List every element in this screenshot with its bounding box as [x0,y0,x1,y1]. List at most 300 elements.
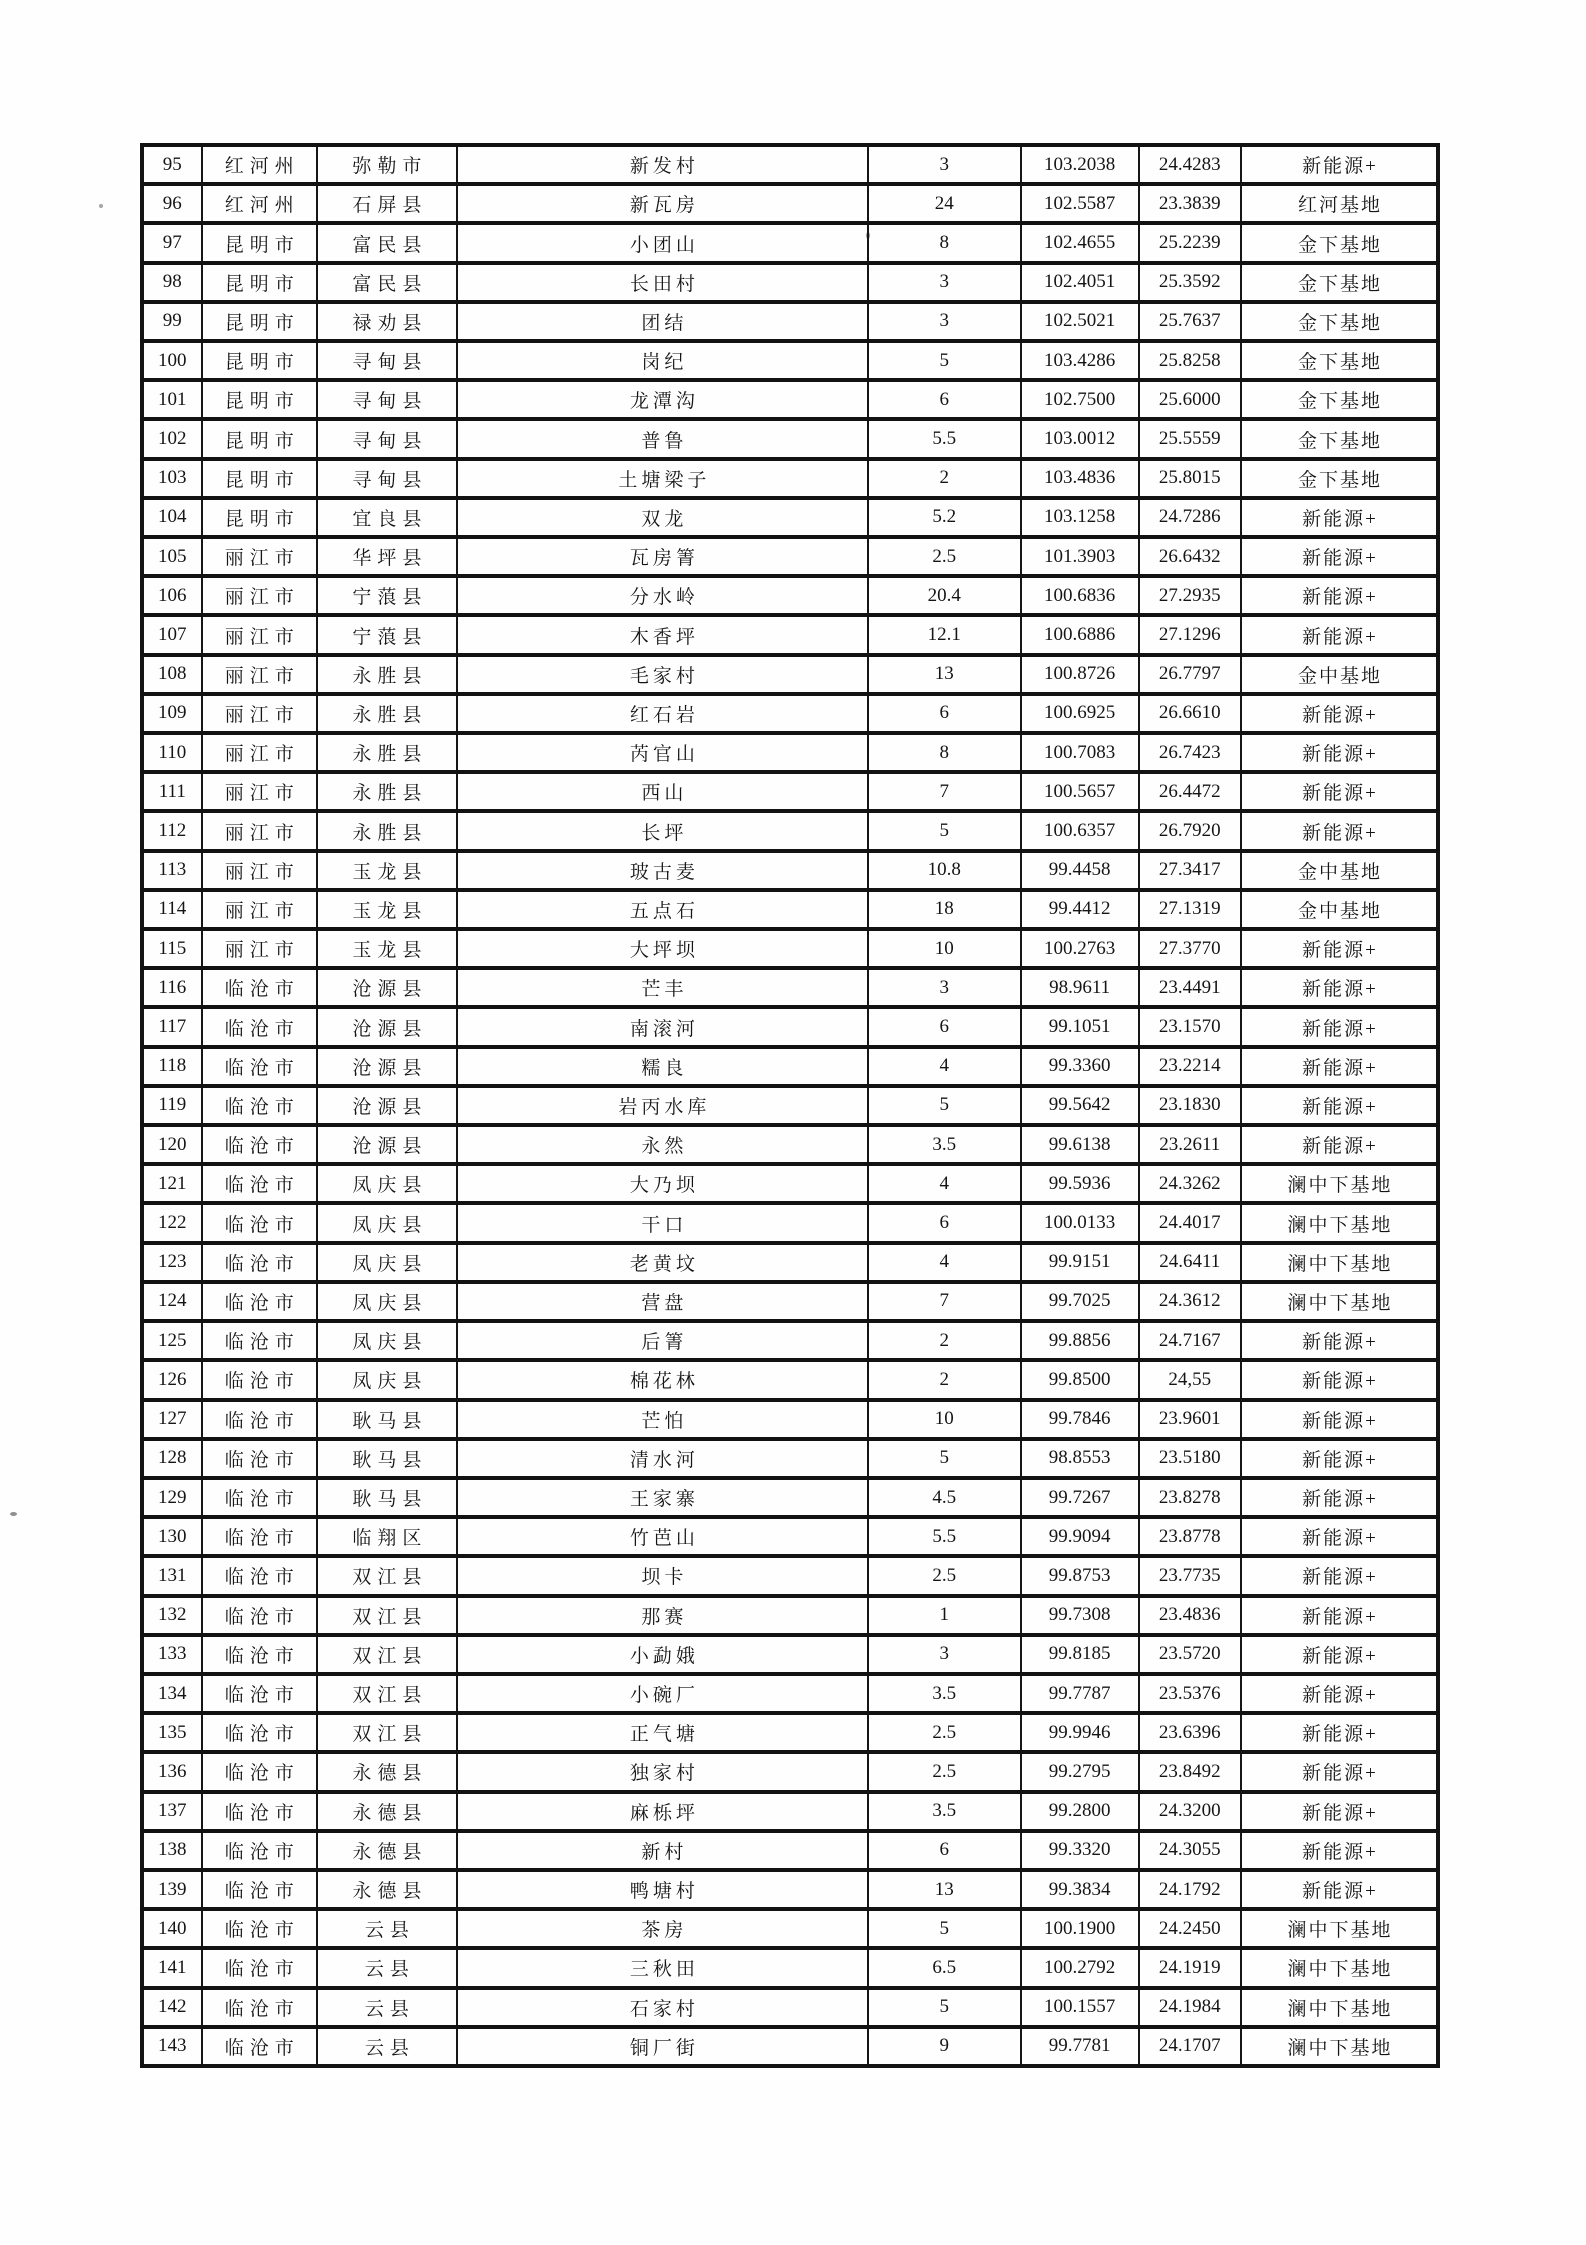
cell-county: 弥勒市 [317,145,457,184]
cell-longitude: 99.7846 [1021,1400,1139,1439]
cell-county: 耿马县 [317,1439,457,1478]
cell-latitude: 23.6396 [1139,1713,1241,1752]
cell-longitude: 99.5936 [1021,1164,1139,1203]
cell-site: 毛家村 [457,655,868,694]
table-row [142,1243,1438,1282]
cell-county: 云县 [317,1988,457,2027]
cell-base: 金中基地 [1241,851,1438,890]
cell-latitude: 26.7920 [1139,811,1241,850]
cell-index: 126 [142,1360,202,1399]
cell-site: 营盘 [457,1282,868,1321]
cell-latitude: 25.6000 [1139,380,1241,419]
cell-county: 凤庆县 [317,1282,457,1321]
cell-value: 10 [868,1400,1021,1439]
table-row [142,1948,1438,1987]
cell-prefecture: 临沧市 [202,1674,317,1713]
cell-base: 新能源+ [1241,1086,1438,1125]
table-row [142,968,1438,1007]
cell-base: 澜中下基地 [1241,2027,1438,2066]
cell-latitude: 23.3839 [1139,184,1241,223]
cell-base: 金下基地 [1241,223,1438,262]
cell-county: 凤庆县 [317,1203,457,1242]
cell-longitude: 102.4051 [1021,263,1139,302]
cell-prefecture: 临沧市 [202,1125,317,1164]
cell-county: 凤庆县 [317,1321,457,1360]
cell-longitude: 99.9094 [1021,1517,1139,1556]
cell-county: 耿马县 [317,1400,457,1439]
cell-latitude: 23.9601 [1139,1400,1241,1439]
table-row [142,1674,1438,1713]
cell-value: 1 [868,1596,1021,1635]
table-row [142,1870,1438,1909]
cell-latitude: 24.3055 [1139,1831,1241,1870]
cell-base: 澜中下基地 [1241,1909,1438,1948]
cell-longitude: 99.4412 [1021,890,1139,929]
cell-county: 玉龙县 [317,851,457,890]
cell-index: 112 [142,811,202,850]
table-row [142,1400,1438,1439]
cell-base: 新能源+ [1241,1517,1438,1556]
cell-latitude: 24,55 [1139,1360,1241,1399]
cell-longitude: 102.5587 [1021,184,1139,223]
cell-site: 龙潭沟 [457,380,868,419]
cell-base: 新能源+ [1241,498,1438,537]
cell-county: 双江县 [317,1596,457,1635]
cell-base: 新能源+ [1241,1870,1438,1909]
cell-longitude: 103.0012 [1021,419,1139,458]
cell-latitude: 27.3417 [1139,851,1241,890]
cell-index: 119 [142,1086,202,1125]
cell-county: 临翔区 [317,1517,457,1556]
cell-site: 小团山 [457,223,868,262]
table-row [142,1517,1438,1556]
cell-site: 三秋田 [457,1948,868,1987]
cell-latitude: 25.7637 [1139,302,1241,341]
cell-value: 10.8 [868,851,1021,890]
cell-county: 寻甸县 [317,380,457,419]
cell-base: 新能源+ [1241,1125,1438,1164]
cell-index: 102 [142,419,202,458]
table-row [142,419,1438,458]
cell-base: 澜中下基地 [1241,1988,1438,2027]
cell-prefecture: 昆明市 [202,380,317,419]
cell-index: 99 [142,302,202,341]
cell-prefecture: 丽江市 [202,851,317,890]
cell-latitude: 23.5720 [1139,1635,1241,1674]
cell-longitude: 99.9946 [1021,1713,1139,1752]
cell-value: 3.5 [868,1792,1021,1831]
cell-county: 云县 [317,1948,457,1987]
cell-county: 云县 [317,2027,457,2066]
table-row [142,1478,1438,1517]
table-row [142,1713,1438,1752]
table-row [142,811,1438,850]
cell-longitude: 99.7787 [1021,1674,1139,1713]
cell-index: 127 [142,1400,202,1439]
cell-base: 澜中下基地 [1241,1164,1438,1203]
cell-latitude: 25.2239 [1139,223,1241,262]
cell-longitude: 99.7308 [1021,1596,1139,1635]
cell-latitude: 24.1984 [1139,1988,1241,2027]
cell-index: 111 [142,772,202,811]
cell-site: 麻栎坪 [457,1792,868,1831]
cell-prefecture: 临沧市 [202,1556,317,1595]
cell-county: 沧源县 [317,1047,457,1086]
cell-county: 永德县 [317,1831,457,1870]
cell-base: 新能源+ [1241,1596,1438,1635]
cell-county: 玉龙县 [317,929,457,968]
cell-index: 101 [142,380,202,419]
cell-index: 109 [142,694,202,733]
cell-longitude: 100.1900 [1021,1909,1139,1948]
cell-value: 3 [868,263,1021,302]
cell-site: 大乃坝 [457,1164,868,1203]
cell-longitude: 101.3903 [1021,537,1139,576]
table-row [142,1792,1438,1831]
cell-index: 137 [142,1792,202,1831]
cell-base: 新能源+ [1241,1321,1438,1360]
cell-value: 5 [868,1909,1021,1948]
cell-value: 2.5 [868,1556,1021,1595]
cell-site: 棉花林 [457,1360,868,1399]
cell-base: 金下基地 [1241,459,1438,498]
cell-prefecture: 丽江市 [202,655,317,694]
cell-county: 宁蒗县 [317,576,457,615]
cell-site: 糯良 [457,1047,868,1086]
cell-latitude: 25.8258 [1139,341,1241,380]
cell-longitude: 99.2800 [1021,1792,1139,1831]
cell-value: 2 [868,1321,1021,1360]
table-row [142,184,1438,223]
cell-site: 新发村 [457,145,868,184]
cell-longitude: 98.8553 [1021,1439,1139,1478]
table-row [142,1831,1438,1870]
cell-county: 凤庆县 [317,1164,457,1203]
cell-longitude: 99.8856 [1021,1321,1139,1360]
cell-value: 5 [868,1086,1021,1125]
cell-base: 新能源+ [1241,1635,1438,1674]
cell-longitude: 100.8726 [1021,655,1139,694]
cell-base: 金下基地 [1241,380,1438,419]
table-row [142,1635,1438,1674]
table-row [142,1321,1438,1360]
cell-prefecture: 临沧市 [202,1988,317,2027]
cell-index: 139 [142,1870,202,1909]
cell-county: 宜良县 [317,498,457,537]
cell-latitude: 24.3262 [1139,1164,1241,1203]
cell-index: 142 [142,1988,202,2027]
cell-county: 永胜县 [317,655,457,694]
cell-prefecture: 临沧市 [202,1400,317,1439]
cell-value: 5 [868,1988,1021,2027]
cell-value: 6 [868,380,1021,419]
cell-site: 茶房 [457,1909,868,1948]
cell-index: 132 [142,1596,202,1635]
cell-site: 五点石 [457,890,868,929]
cell-value: 2 [868,1360,1021,1399]
cell-value: 4.5 [868,1478,1021,1517]
cell-base: 新能源+ [1241,1478,1438,1517]
cell-value: 2.5 [868,1752,1021,1791]
cell-longitude: 100.2792 [1021,1948,1139,1987]
cell-county: 富民县 [317,263,457,302]
table-row [142,733,1438,772]
cell-base: 新能源+ [1241,772,1438,811]
cell-site: 石家村 [457,1988,868,2027]
cell-county: 永德县 [317,1792,457,1831]
cell-latitude: 26.6432 [1139,537,1241,576]
cell-site: 玻古麦 [457,851,868,890]
cell-index: 134 [142,1674,202,1713]
table-row [142,302,1438,341]
cell-site: 芮官山 [457,733,868,772]
cell-county: 寻甸县 [317,419,457,458]
cell-latitude: 23.1570 [1139,1007,1241,1046]
cell-index: 100 [142,341,202,380]
cell-index: 124 [142,1282,202,1321]
cell-county: 永胜县 [317,694,457,733]
cell-latitude: 27.3770 [1139,929,1241,968]
cell-index: 130 [142,1517,202,1556]
cell-index: 114 [142,890,202,929]
cell-site: 大坪坝 [457,929,868,968]
cell-index: 104 [142,498,202,537]
table-row [142,694,1438,733]
cell-prefecture: 临沧市 [202,1203,317,1242]
cell-latitude: 23.7735 [1139,1556,1241,1595]
cell-county: 永德县 [317,1870,457,1909]
cell-base: 新能源+ [1241,1752,1438,1791]
cell-site: 独家村 [457,1752,868,1791]
cell-value: 13 [868,655,1021,694]
cell-latitude: 23.8492 [1139,1752,1241,1791]
cell-base: 新能源+ [1241,1400,1438,1439]
cell-site: 长田村 [457,263,868,302]
cell-site: 长坪 [457,811,868,850]
cell-prefecture: 丽江市 [202,811,317,850]
table-row [142,341,1438,380]
cell-base: 新能源+ [1241,811,1438,850]
cell-base: 新能源+ [1241,576,1438,615]
cell-value: 6 [868,694,1021,733]
cell-value: 10 [868,929,1021,968]
cell-county: 石屏县 [317,184,457,223]
cell-base: 澜中下基地 [1241,1282,1438,1321]
cell-county: 耿马县 [317,1478,457,1517]
cell-site: 鸭塘村 [457,1870,868,1909]
cell-county: 宁蒗县 [317,615,457,654]
cell-index: 116 [142,968,202,1007]
cell-site: 铜厂街 [457,2027,868,2066]
cell-site: 西山 [457,772,868,811]
cell-prefecture: 临沧市 [202,1517,317,1556]
cell-site: 红石岩 [457,694,868,733]
cell-longitude: 100.1557 [1021,1988,1139,2027]
cell-site: 普鲁 [457,419,868,458]
cell-county: 禄劝县 [317,302,457,341]
cell-index: 143 [142,2027,202,2066]
cell-prefecture: 临沧市 [202,1321,317,1360]
table-row [142,1125,1438,1164]
cell-prefecture: 临沧市 [202,1164,317,1203]
cell-latitude: 24.7167 [1139,1321,1241,1360]
cell-index: 129 [142,1478,202,1517]
cell-value: 6.5 [868,1948,1021,1987]
table-row [142,459,1438,498]
cell-latitude: 24.6411 [1139,1243,1241,1282]
cell-site: 岗纪 [457,341,868,380]
cell-value: 18 [868,890,1021,929]
cell-index: 117 [142,1007,202,1046]
table-row [142,890,1438,929]
cell-base: 澜中下基地 [1241,1243,1438,1282]
cell-latitude: 23.2214 [1139,1047,1241,1086]
cell-site: 老黄坟 [457,1243,868,1282]
cell-index: 110 [142,733,202,772]
cell-index: 123 [142,1243,202,1282]
cell-longitude: 99.6138 [1021,1125,1139,1164]
cell-base: 澜中下基地 [1241,1203,1438,1242]
cell-latitude: 23.2611 [1139,1125,1241,1164]
cell-county: 玉龙县 [317,890,457,929]
cell-longitude: 100.0133 [1021,1203,1139,1242]
cell-site: 瓦房箐 [457,537,868,576]
cell-value: 5.5 [868,419,1021,458]
cell-longitude: 99.7781 [1021,2027,1139,2066]
cell-prefecture: 红河州 [202,184,317,223]
table-row [142,498,1438,537]
cell-prefecture: 临沧市 [202,2027,317,2066]
cell-latitude: 25.3592 [1139,263,1241,302]
cell-base: 新能源+ [1241,1792,1438,1831]
cell-county: 双江县 [317,1713,457,1752]
cell-prefecture: 丽江市 [202,929,317,968]
cell-latitude: 24.1792 [1139,1870,1241,1909]
cell-prefecture: 临沧市 [202,1478,317,1517]
cell-latitude: 24.7286 [1139,498,1241,537]
cell-latitude: 23.4836 [1139,1596,1241,1635]
cell-county: 寻甸县 [317,341,457,380]
cell-longitude: 103.4836 [1021,459,1139,498]
cell-prefecture: 昆明市 [202,341,317,380]
cell-site: 王家寨 [457,1478,868,1517]
cell-longitude: 103.2038 [1021,145,1139,184]
table-row [142,1007,1438,1046]
table-row [142,1047,1438,1086]
cell-base: 金下基地 [1241,419,1438,458]
table-row [142,1086,1438,1125]
cell-index: 138 [142,1831,202,1870]
cell-value: 4 [868,1243,1021,1282]
cell-longitude: 99.3360 [1021,1047,1139,1086]
cell-prefecture: 昆明市 [202,263,317,302]
cell-prefecture: 临沧市 [202,1870,317,1909]
cell-value: 5 [868,811,1021,850]
cell-county: 双江县 [317,1556,457,1595]
cell-site: 竹芭山 [457,1517,868,1556]
cell-site: 分水岭 [457,576,868,615]
table-row [142,1596,1438,1635]
cell-longitude: 99.5642 [1021,1086,1139,1125]
cell-prefecture: 临沧市 [202,1792,317,1831]
cell-longitude: 99.8500 [1021,1360,1139,1399]
cell-prefecture: 临沧市 [202,1948,317,1987]
cell-prefecture: 临沧市 [202,968,317,1007]
cell-value: 5.5 [868,1517,1021,1556]
cell-county: 双江县 [317,1674,457,1713]
cell-county: 永德县 [317,1752,457,1791]
cell-base: 新能源+ [1241,1007,1438,1046]
cell-site: 双龙 [457,498,868,537]
cell-site: 土塘梁子 [457,459,868,498]
cell-value: 8 [868,733,1021,772]
cell-prefecture: 临沧市 [202,1713,317,1752]
cell-longitude: 99.8185 [1021,1635,1139,1674]
cell-prefecture: 临沧市 [202,1282,317,1321]
cell-value: 5 [868,1439,1021,1478]
cell-base: 金下基地 [1241,263,1438,302]
cell-base: 新能源+ [1241,615,1438,654]
scan-artifact [10,1512,17,1516]
cell-value: 24 [868,184,1021,223]
table-row [142,772,1438,811]
table-row [142,380,1438,419]
cell-prefecture: 临沧市 [202,1596,317,1635]
cell-value: 20.4 [868,576,1021,615]
cell-latitude: 26.7797 [1139,655,1241,694]
cell-index: 95 [142,145,202,184]
cell-index: 118 [142,1047,202,1086]
cell-longitude: 99.3834 [1021,1870,1139,1909]
table-row [142,615,1438,654]
cell-value: 5.2 [868,498,1021,537]
cell-site: 后箐 [457,1321,868,1360]
cell-longitude: 102.7500 [1021,380,1139,419]
cell-prefecture: 临沧市 [202,1243,317,1282]
cell-base: 新能源+ [1241,1674,1438,1713]
cell-value: 3.5 [868,1674,1021,1713]
cell-site: 木香坪 [457,615,868,654]
cell-latitude: 24.3200 [1139,1792,1241,1831]
cell-value: 2.5 [868,537,1021,576]
cell-index: 141 [142,1948,202,1987]
cell-longitude: 99.1051 [1021,1007,1139,1046]
cell-index: 96 [142,184,202,223]
cell-value: 3 [868,968,1021,1007]
cell-latitude: 24.4283 [1139,145,1241,184]
table-row [142,537,1438,576]
cell-base: 新能源+ [1241,1047,1438,1086]
table-row [142,223,1438,262]
table-row [142,655,1438,694]
cell-value: 6 [868,1831,1021,1870]
cell-latitude: 24.4017 [1139,1203,1241,1242]
cell-index: 131 [142,1556,202,1595]
cell-longitude: 103.1258 [1021,498,1139,537]
cell-site: 永然 [457,1125,868,1164]
cell-base: 新能源+ [1241,1713,1438,1752]
cell-latitude: 24.1919 [1139,1948,1241,1987]
table-row [142,263,1438,302]
table-row [142,929,1438,968]
cell-prefecture: 临沧市 [202,1439,317,1478]
cell-base: 新能源+ [1241,929,1438,968]
cell-longitude: 98.9611 [1021,968,1139,1007]
cell-latitude: 23.4491 [1139,968,1241,1007]
cell-index: 107 [142,615,202,654]
cell-base: 新能源+ [1241,145,1438,184]
cell-site: 正气塘 [457,1713,868,1752]
